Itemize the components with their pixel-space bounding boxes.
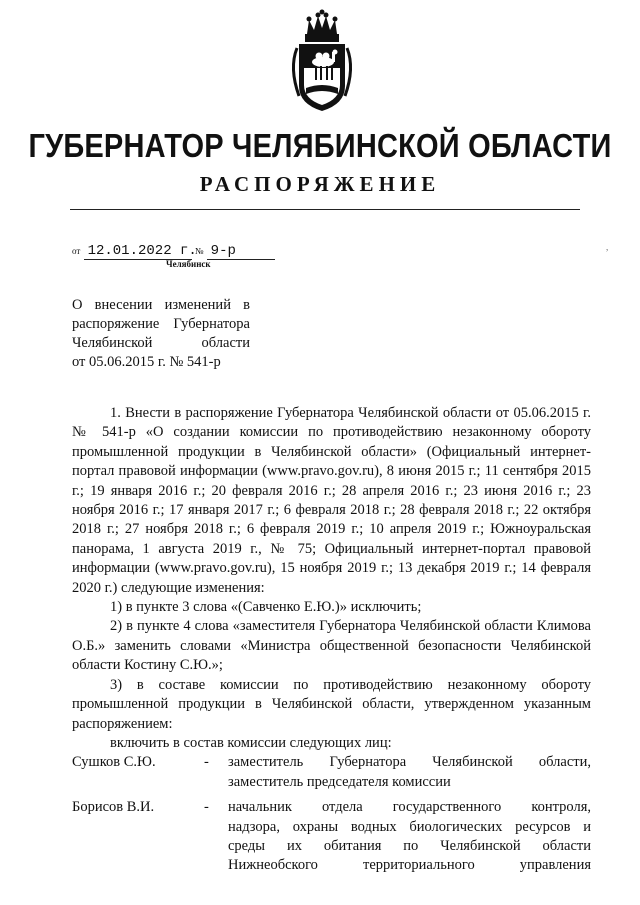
subject-line: О внесении изменений в [72, 297, 250, 313]
member-position [228, 753, 591, 792]
member-dash: - [204, 754, 209, 771]
coat-of-arms-icon [285, 8, 359, 114]
from-label: от [72, 246, 81, 256]
subject-line: от 05.06.2015 г. № 541-р [72, 354, 221, 370]
item-2: 2) в пункте 4 слова «заместителя Губернатора Челябинской области Климова О.Б.» заменить словами «Министра общественной безопасности Челябинской области Костину С.Ю.»; [72, 618, 591, 674]
document-body [72, 404, 591, 876]
member-row [72, 753, 591, 792]
member-position [228, 798, 591, 876]
position-line: надзора, охраны водных биологических ресурсов и [228, 818, 591, 835]
document-authority-title: ГУБЕРНАТОР ЧЕЛЯБИНСКОЙ ОБЛАСТИ [28, 128, 612, 165]
document-type-title: РАСПОРЯЖЕНИЕ [199, 172, 441, 196]
order-number: 9-р [207, 244, 275, 260]
subject-block [72, 296, 250, 372]
item-1: 1) в пункте 3 слова «(Савченко Е.Ю.)» исключить; [110, 599, 422, 616]
city: Челябинск [166, 259, 211, 269]
position-line: начальник отдела государственного контроля, [228, 799, 591, 816]
member-dash: - [204, 799, 209, 816]
position-line: заместитель Губернатора Челябинской области, [228, 754, 591, 771]
item-3: 3) в составе комиссии по противодействию незаконному обороту промышленной продукции в Челябинской области, утвержденном указанным распоряжением: [72, 676, 591, 732]
include-members-line: включить в состав комиссии следующих лиц: [110, 734, 392, 751]
position-line: среды их обитания по Челябинской области [228, 837, 591, 854]
subject-line: распоряжение Губернатора [72, 316, 250, 332]
header-divider [70, 209, 580, 210]
margin-mark: , [606, 242, 609, 252]
paragraph-1: 1. Внести в распоряжение Губернатора Челябинской области от 05.06.2015 г. № 541-р «О создании комиссии по противодействию незаконному обороту промышленной продукции в Челябинской области» (Официальный интернет-портал правовой информации (www.pravo.gov.ru), 8 июня 2015 г.; 11 сентября 2015 г.; 19 января 2016 г.; 20 февраля 2016 г.; 28 апреля 2016 г.; 23 июня 2016 г.; 23 ноября 2016 г.; 17 января 2017 г.; 6 февраля 2018 г.; 28 февраля 2018 г.; 22 октября 2018 г.; 27 ноября 2018 г.; 6 февраля 2019 г.; 10 апреля 2019 г.; Южноуральская панорама, 1 августа 2019 г., № 75; Официальный интернет-портал правовой информации (www.pravo.gov.ru), 15 ноября 2019 г.; 13 декабря 2019 г.; 14 февраля 2020 г.) следующие изменения: [72, 405, 591, 596]
position-line: Нижнеобского территориального управления [228, 857, 591, 874]
number-label: № [194, 246, 204, 256]
member-name: Борисов В.И. [72, 799, 155, 816]
member-row [72, 798, 591, 876]
position-line: заместитель председателя комиссии [228, 773, 451, 790]
subject-line: Челябинской области [72, 335, 250, 351]
order-date: 12.01.2022 г. [84, 244, 192, 260]
member-name: Сушков С.Ю. [72, 754, 156, 771]
dateline [72, 242, 275, 260]
